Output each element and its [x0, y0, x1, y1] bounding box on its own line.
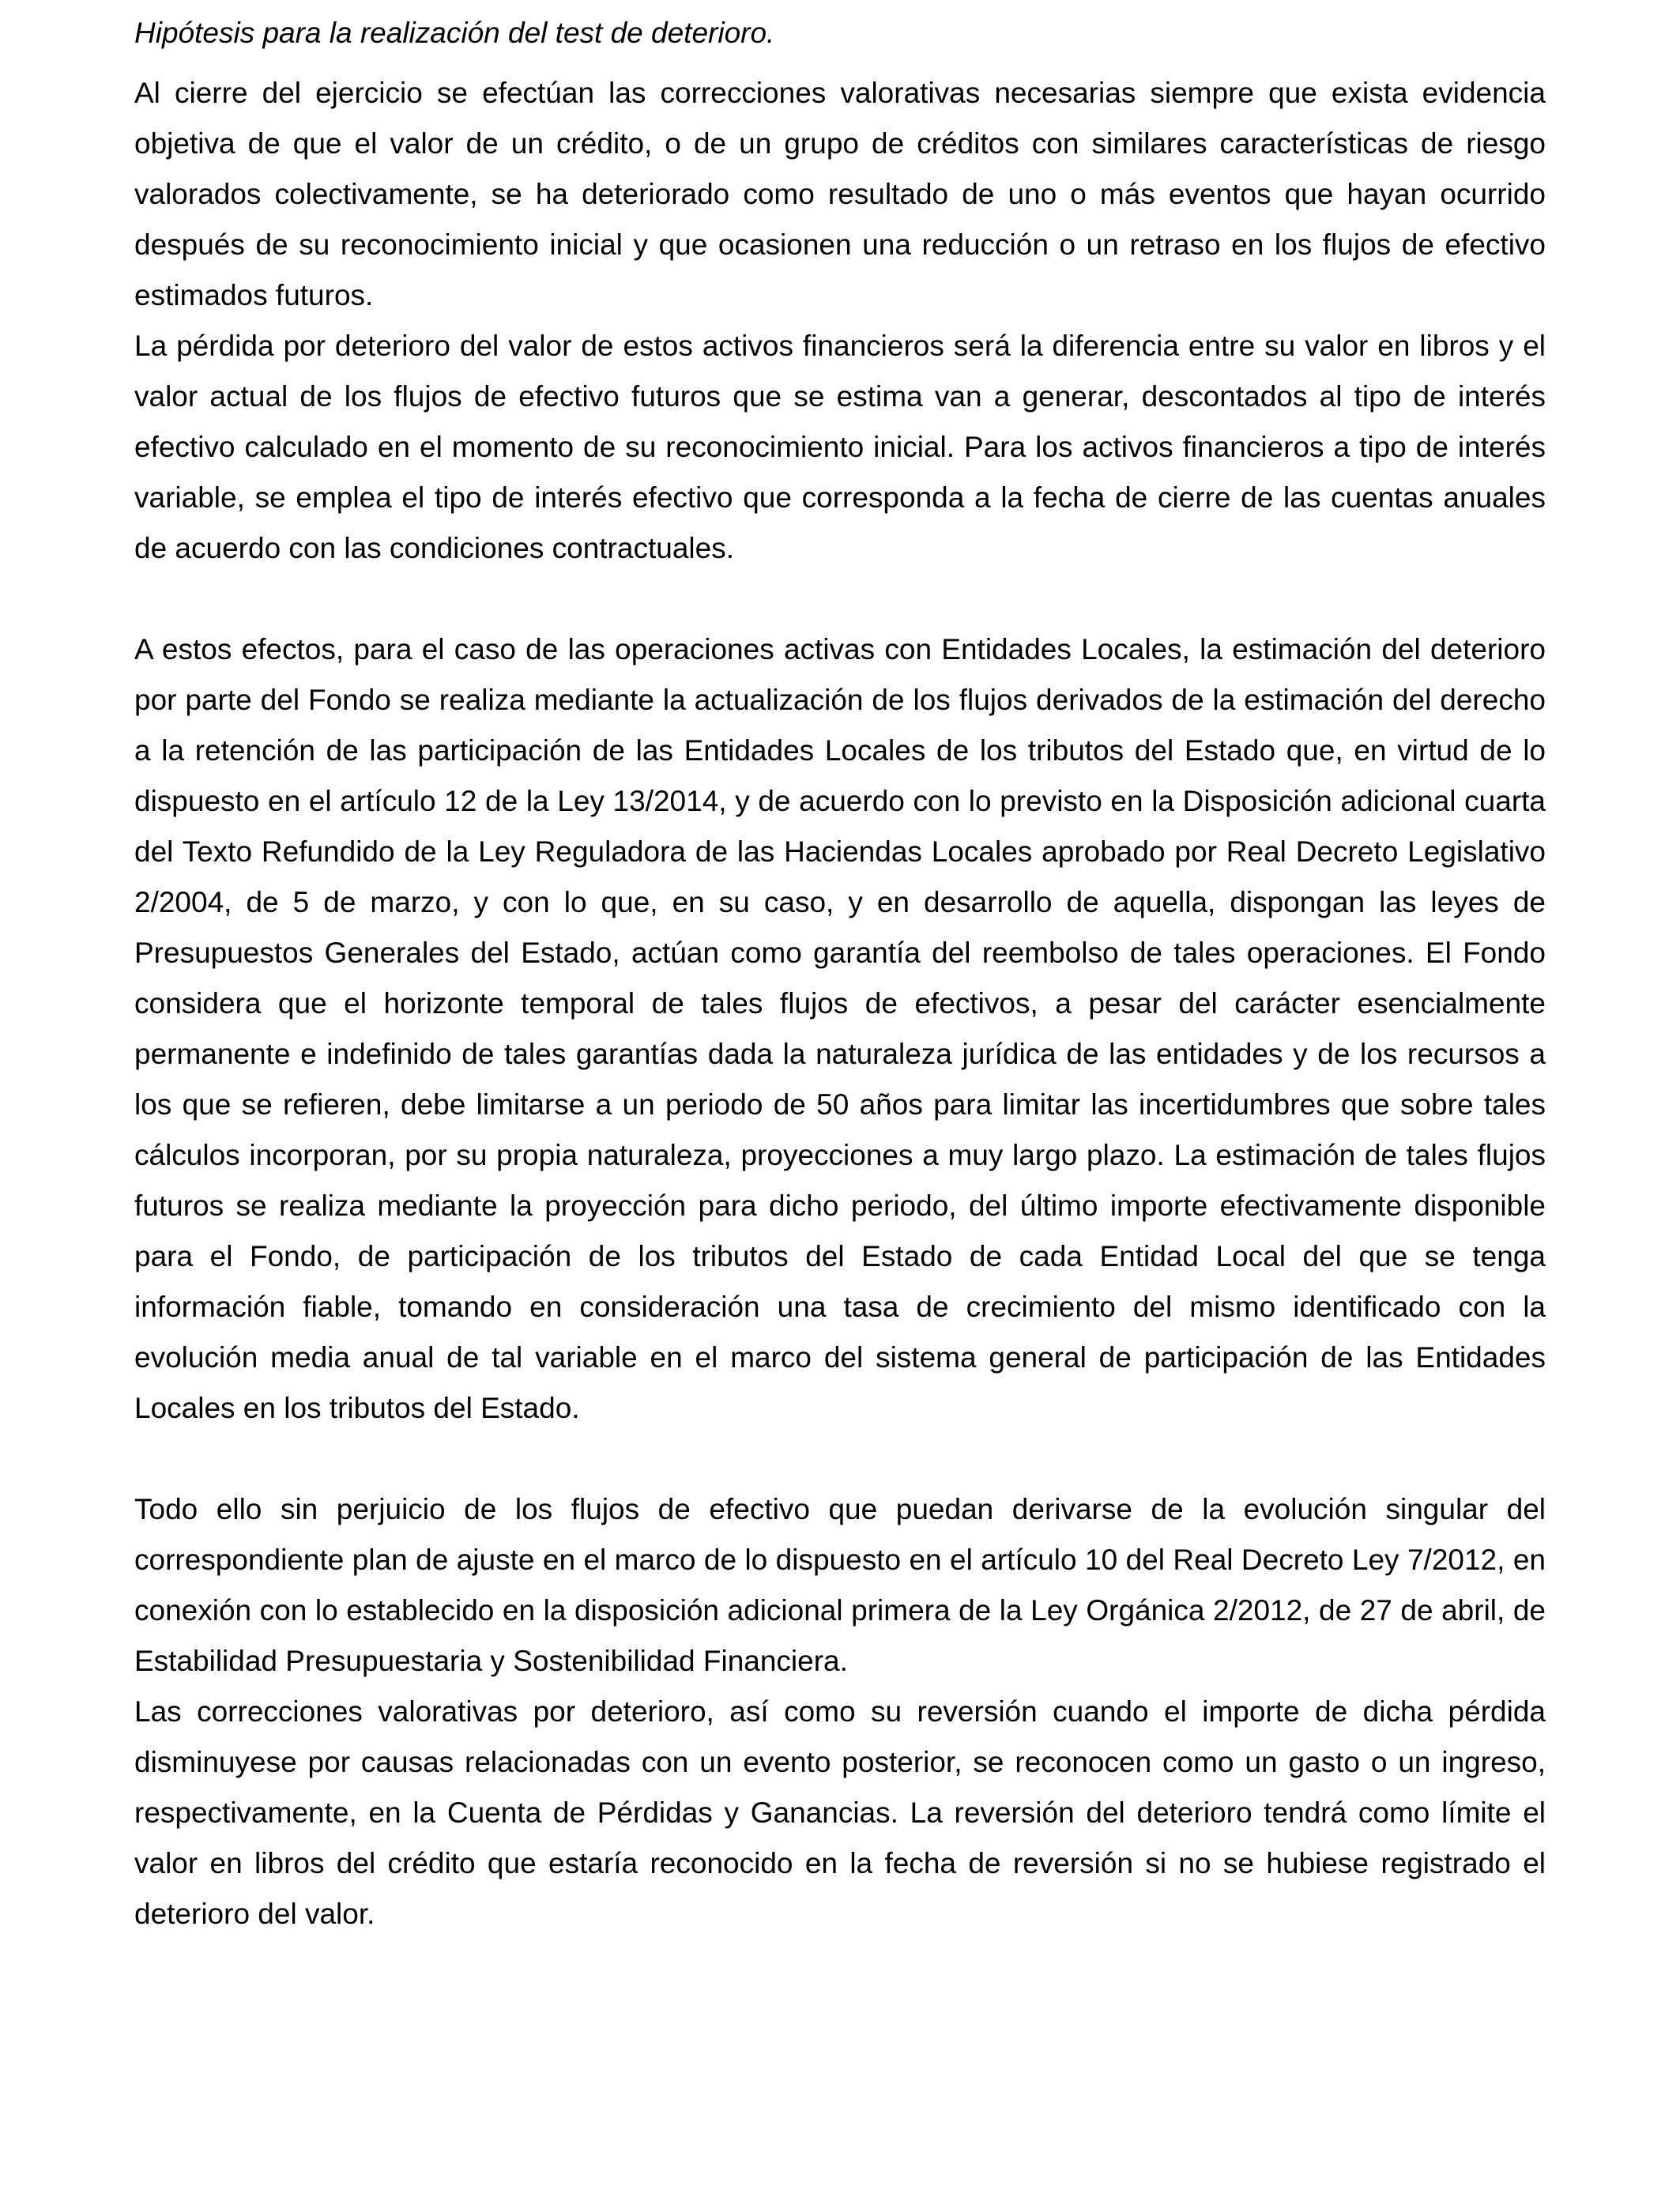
paragraph-adjustment-plan: Todo ello sin perjuicio de los flujos de efectivo que puedan derivarse de la evolución singular del correspondiente plan de ajuste en el marco de lo dispuesto en el artículo 10 del Real Decreto Ley 7/2012, en conexión con lo establecido en la disposición adicional primera de la Ley Orgánica 2/2012, de 27 de abril, de Estabilidad Presupuestaria y Sostenibilidad Financiera.	[134, 1493, 1546, 1677]
document-page	[134, 8, 1546, 1940]
paragraph-impairment-loss: La pérdida por deterioro del valor de estos activos financieros será la diferencia entre su valor en libros y el valor actual de los flujos de efectivo futuros que se estima van a generar, descontados al tipo de interés efectivo calculado en el momento de su reconocimiento inicial. Para los activos financieros a tipo de interés variable, se emplea el tipo de interés efectivo que corresponda a la fecha de cierre de las cuentas anuales de acuerdo con las condiciones contractuales.	[134, 330, 1546, 564]
section-title: Hipótesis para la realización del test de deterioro.	[134, 17, 775, 49]
paragraph-reversal: Las correcciones valorativas por deterioro, así como su reversión cuando el importe de dicha pérdida disminuyese por causas relacionadas con un evento posterior, se reconocen como un gasto o un ingreso, respectivamente, en la Cuenta de Pérdidas y Ganancias. La reversión del deterioro tendrá como límite el valor en libros del crédito que estaría reconocido en la fecha de reversión si no se hubiese registrado el deterioro del valor.	[134, 1695, 1546, 1930]
paragraph-spacer	[134, 574, 1546, 624]
paragraph-spacer	[134, 1434, 1546, 1484]
paragraph-evidence: Al cierre del ejercicio se efectúan las correcciones valorativas necesarias siempre que exista evidencia objetiva de que el valor de un crédito, o de un grupo de créditos con similares características de riesgo valorados colectivamente, se ha deteriorado como resultado de uno o más eventos que hayan ocurrido después de su reconocimiento inicial y que ocasionen una reducción o un retraso en los flujos de efectivo estimados futuros.	[134, 77, 1546, 311]
paragraph-local-entities: A estos efectos, para el caso de las operaciones activas con Entidades Locales, la estimación del deterioro por parte del Fondo se realiza mediante la actualización de los flujos derivados de la estimación del derecho a la retención de las participación de las Entidades Locales de los tributos del Estado que, en virtud de lo dispuesto en el artículo 12 de la Ley 13/2014, y de acuerdo con lo previsto en la Disposición adicional cuarta del Texto Refundido de la Ley Reguladora de las Haciendas Locales aprobado por Real Decreto Legislativo 2/2004, de 5 de marzo, y con lo que, en su caso, y en desarrollo de aquella, dispongan las leyes de Presupuestos Generales del Estado, actúan como garantía del reembolso de tales operaciones. El Fondo considera que el horizonte temporal de tales flujos de efectivos, a pesar del carácter esencialmente permanente e indefinido de tales garantías dada la naturaleza jurídica de las entidades y de los recursos a los que se refieren, debe limitarse a un periodo de 50 años para limitar las incertidumbres que sobre tales cálculos incorporan, por su propia naturaleza, proyecciones a muy largo plazo. La estimación de tales flujos futuros se realiza mediante la proyección para dicho periodo, del último importe efectivamente disponible para el Fondo, de participación de los tributos del Estado de cada Entidad Local del que se tenga información fiable, tomando en consideración una tasa de crecimiento del mismo identificado con la evolución media anual de tal variable en el marco del sistema general de participación de las Entidades Locales en los tributos del Estado.	[134, 633, 1546, 1424]
